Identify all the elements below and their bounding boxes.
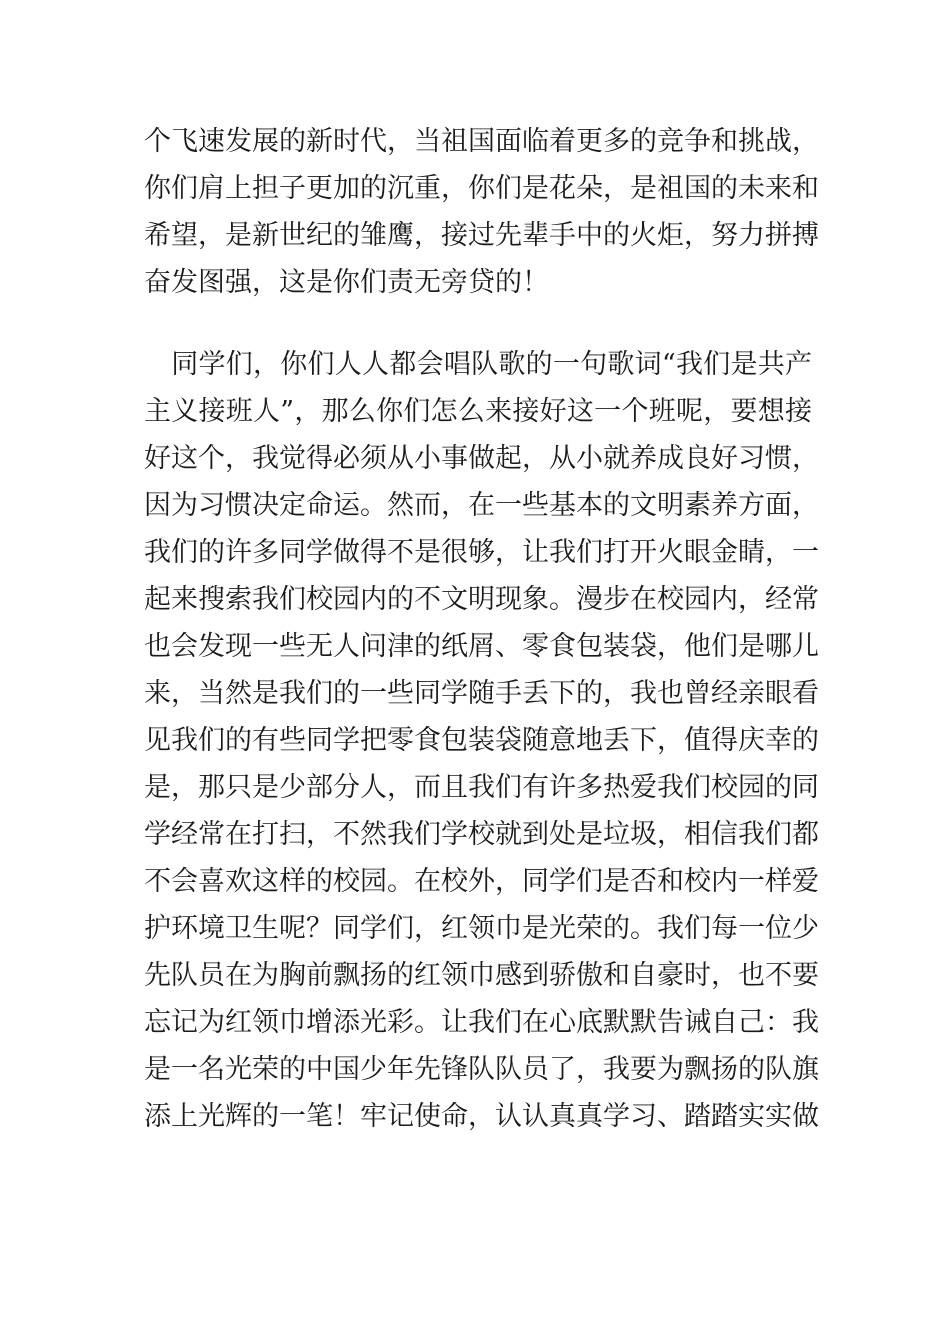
paragraph-line: 是一名光荣的中国少年先锋队队员了，我要为飘扬的队旗 bbox=[144, 1054, 819, 1085]
paragraph-line: 希望，是新世纪的雏鹰，接过先辈手中的火炬，努力拼搏 bbox=[144, 220, 819, 251]
paragraph-line: 主义接班人”，那么你们怎么来接好这一个班呢，要想接 bbox=[144, 396, 812, 427]
paragraph-line: 好这个，我觉得必须从小事做起，从小就养成良好习惯， bbox=[144, 443, 819, 474]
paragraph-line: 我们的许多同学做得不是很够，让我们打开火眼金睛，一 bbox=[144, 537, 819, 568]
paragraph-1 bbox=[144, 118, 819, 306]
paragraph-line: 忘记为红领巾增添光彩。让我们在心底默默告诫自己：我 bbox=[144, 1007, 819, 1038]
paragraph-line: 起来搜索我们校园内的不文明现象。漫步在校园内，经常 bbox=[144, 584, 819, 615]
paragraph-line: 先队员在为胸前飘扬的红领巾感到骄傲和自豪时，也不要 bbox=[144, 960, 819, 991]
paragraph-line: 你们肩上担子更加的沉重，你们是花朵，是祖国的未来和 bbox=[144, 173, 819, 204]
paragraph-line: 同学们，你们人人都会唱队歌的一句歌词“我们是共产 bbox=[144, 349, 812, 380]
paragraph-2 bbox=[144, 341, 819, 1140]
paragraph-line: 护环境卫生呢？同学们，红领巾是光荣的。我们每一位少 bbox=[144, 913, 819, 944]
paragraph-line: 奋发图强，这是你们责无旁贷的！ bbox=[144, 267, 549, 298]
paragraph-line: 也会发现一些无人问津的纸屑、零食包装袋，他们是哪儿 bbox=[144, 631, 819, 662]
paragraph-line: 个飞速发展的新时代，当祖国面临着更多的竞争和挑战， bbox=[144, 126, 819, 157]
paragraph-line: 见我们的有些同学把零食包装袋随意地丢下，值得庆幸的 bbox=[144, 725, 819, 756]
paragraph-line: 来，当然是我们的一些同学随手丢下的，我也曾经亲眼看 bbox=[144, 678, 819, 709]
paragraph-line: 因为习惯决定命运。然而，在一些基本的文明素养方面， bbox=[144, 490, 819, 521]
paragraph-line: 添上光辉的一笔！牢记使命，认认真真学习、踏踏实实做 bbox=[144, 1101, 819, 1132]
paragraph-line: 不会喜欢这样的校园。在校外，同学们是否和校内一样爱 bbox=[144, 866, 819, 897]
paragraph-line: 是，那只是少部分人，而且我们有许多热爱我们校园的同 bbox=[144, 772, 819, 803]
paragraph-line: 学经常在打扫，不然我们学校就到处是垃圾，相信我们都 bbox=[144, 819, 819, 850]
